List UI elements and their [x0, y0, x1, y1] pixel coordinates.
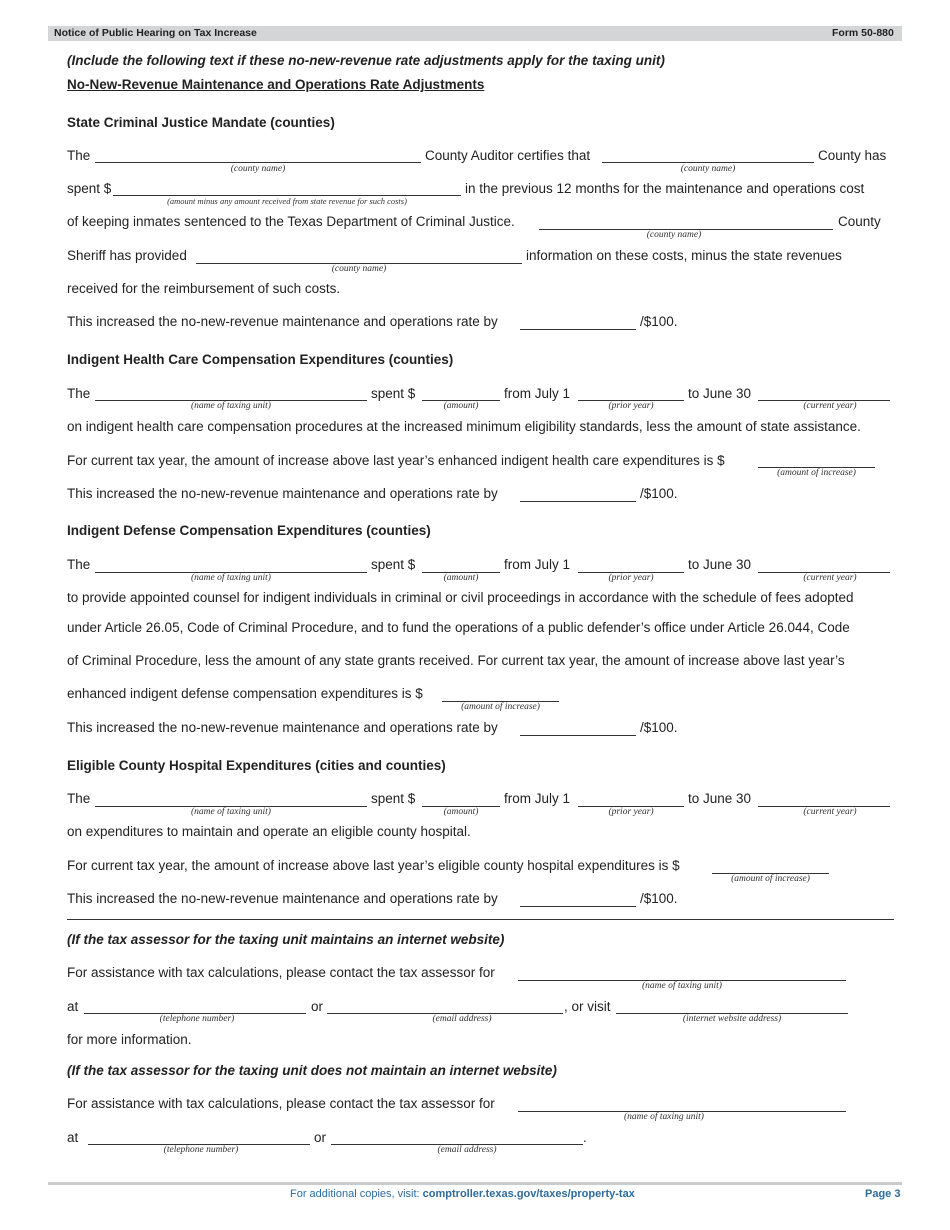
s1-amount-caption: (amount minus any amount received from state revenue for such costs): [167, 196, 407, 206]
s1-line2-spent: spent $: [67, 181, 112, 196]
form-number: Form 50-880: [832, 27, 894, 39]
s1-rate-text: This increased the no-new-revenue maintenance and operations rate by: [67, 314, 498, 329]
s1-line3-text: of keeping inmates sentenced to the Texas Department of Criminal Justice.: [67, 214, 515, 229]
s1-line4-sheriff: Sheriff has provided: [67, 248, 187, 263]
s2-the: The: [67, 386, 91, 401]
s1-county-name-field-2[interactable]: [602, 162, 814, 163]
s5-email-caption: (email address): [432, 1014, 492, 1024]
s2-line2: on indigent health care compensation procedures at the increased minimum eligibility standards, less the amount of state assistance.: [67, 419, 861, 434]
footer-prefix: For additional copies, visit:: [290, 1188, 423, 1200]
section-heading: No-New-Revenue Maintenance and Operations Rate Adjustments: [67, 77, 485, 92]
s3-amount-caption: (amount): [443, 573, 479, 583]
s3-spent: spent $: [371, 557, 416, 572]
s6-or: or: [314, 1130, 327, 1145]
s5-note: (If the tax assessor for the taxing unit maintains an internet website): [67, 932, 505, 947]
section-divider: [67, 919, 894, 920]
s4-prior-year-caption: (prior year): [608, 807, 654, 817]
s6-line1: For assistance with tax calculations, please contact the tax assessor for: [67, 1096, 495, 1111]
s2-to: to June 30: [688, 386, 752, 401]
s1-county-name-field-1[interactable]: [95, 162, 421, 163]
s3-line5: enhanced indigent defense compensation expenditures is $: [67, 686, 423, 701]
page-number: Page 3: [865, 1188, 901, 1200]
s6-at: at: [67, 1130, 79, 1145]
s3-rate-text: This increased the no-new-revenue maintenance and operations rate by: [67, 720, 498, 735]
s5-more-info: for more information.: [67, 1032, 192, 1047]
s2-taxing-unit-caption: (name of taxing unit): [191, 401, 271, 411]
form-title: Notice of Public Hearing on Tax Increase: [54, 27, 257, 39]
s3-line3: under Article 26.05, Code of Criminal Procedure, and to fund the operations of a public defender’s office under Article 26.044, Code: [67, 620, 850, 635]
s1-line2-text: in the previous 12 months for the maintenance and operations cost: [465, 181, 865, 196]
s2-spent: spent $: [371, 386, 416, 401]
s3-taxing-unit-caption: (name of taxing unit): [191, 573, 271, 583]
s2-amount-caption: (amount): [443, 401, 479, 411]
s4-spent: spent $: [371, 791, 416, 806]
s3-increase-caption: (amount of increase): [461, 702, 540, 712]
s1-line3-county: County: [838, 214, 881, 229]
s2-prior-year-caption: (prior year): [608, 401, 654, 411]
s6-email-caption: (email address): [437, 1145, 497, 1155]
footer-rule: [48, 1182, 902, 1185]
s3-rate-unit: /$100.: [640, 720, 678, 735]
s2-increase-caption: (amount of increase): [777, 468, 856, 478]
s4-heading: Eligible County Hospital Expenditures (cities and counties): [67, 758, 446, 773]
s2-heading: Indigent Health Care Compensation Expenditures (counties): [67, 352, 454, 367]
s5-at: at: [67, 999, 79, 1014]
s1-county-name-caption-4: (county name): [331, 264, 387, 274]
s4-rate-unit: /$100.: [640, 891, 678, 906]
s1-line5-text: received for the reimbursement of such costs.: [67, 281, 341, 296]
s3-from: from July 1: [504, 557, 571, 572]
s3-line4: of Criminal Procedure, less the amount of any state grants received. For current tax year, the amount of increase above last year’s: [67, 653, 845, 668]
footer-text: [290, 1188, 635, 1200]
s4-to: to June 30: [688, 791, 752, 806]
s1-line1-auditor: County Auditor certifies that: [425, 148, 591, 163]
s3-the: The: [67, 557, 91, 572]
s5-taxing-unit-caption: (name of taxing unit): [642, 981, 722, 991]
s4-amount-caption: (amount): [443, 807, 479, 817]
s3-heading: Indigent Defense Compensation Expenditures (counties): [67, 523, 431, 538]
s5-or-visit: , or visit: [564, 999, 611, 1014]
s4-line3: For current tax year, the amount of increase above last year’s eligible county hospital expenditures is $: [67, 858, 680, 873]
s4-taxing-unit-caption: (name of taxing unit): [191, 807, 271, 817]
intro-note: (Include the following text if these no-new-revenue rate adjustments apply for the taxing unit): [67, 53, 665, 68]
s5-telephone-caption: (telephone number): [159, 1014, 235, 1024]
s6-end: .: [583, 1130, 587, 1145]
s3-to: to June 30: [688, 557, 752, 572]
s3-current-year-caption: (current year): [803, 573, 857, 583]
s3-rate-field[interactable]: [520, 735, 636, 736]
s1-county-name-caption-2: (county name): [680, 164, 736, 174]
s3-line2: to provide appointed counsel for indigent individuals in criminal or civil proceedings in accordance with the schedule of fees adopted: [67, 590, 854, 605]
s3-prior-year-caption: (prior year): [608, 573, 654, 583]
s4-line2: on expenditures to maintain and operate an eligible county hospital.: [67, 824, 471, 839]
s2-line3: For current tax year, the amount of increase above last year’s enhanced indigent health care expenditures is $: [67, 453, 725, 468]
s4-rate-text: This increased the no-new-revenue maintenance and operations rate by: [67, 891, 498, 906]
s1-line1-the: The: [67, 148, 91, 163]
s5-website-caption: (internet website address): [682, 1014, 782, 1024]
s1-county-name-caption-1: (county name): [230, 164, 286, 174]
s5-line1: For assistance with tax calculations, please contact the tax assessor for: [67, 965, 495, 980]
s4-current-year-caption: (current year): [803, 807, 857, 817]
s1-county-name-caption-3: (county name): [646, 230, 702, 240]
s4-increase-caption: (amount of increase): [731, 874, 810, 884]
s1-rate-unit: /$100.: [640, 314, 678, 329]
s2-rate-field[interactable]: [520, 501, 636, 502]
footer-link[interactable]: comptroller.texas.gov/taxes/property-tax: [422, 1188, 635, 1200]
s1-line4-text: information on these costs, minus the state revenues: [526, 248, 842, 263]
s2-rate-unit: /$100.: [640, 486, 678, 501]
s4-rate-field[interactable]: [520, 906, 636, 907]
s1-heading: State Criminal Justice Mandate (counties): [67, 115, 335, 130]
s4-from: from July 1: [504, 791, 571, 806]
s2-current-year-caption: (current year): [803, 401, 857, 411]
s1-line1-county-has: County has: [818, 148, 887, 163]
s6-taxing-unit-caption: (name of taxing unit): [624, 1112, 704, 1122]
s5-or: or: [311, 999, 324, 1014]
s2-from: from July 1: [504, 386, 571, 401]
s6-note: (If the tax assessor for the taxing unit does not maintain an internet website): [67, 1063, 557, 1078]
s1-rate-field[interactable]: [520, 329, 636, 330]
s2-rate-text: This increased the no-new-revenue maintenance and operations rate by: [67, 486, 498, 501]
s6-telephone-caption: (telephone number): [163, 1145, 239, 1155]
s4-the: The: [67, 791, 91, 806]
